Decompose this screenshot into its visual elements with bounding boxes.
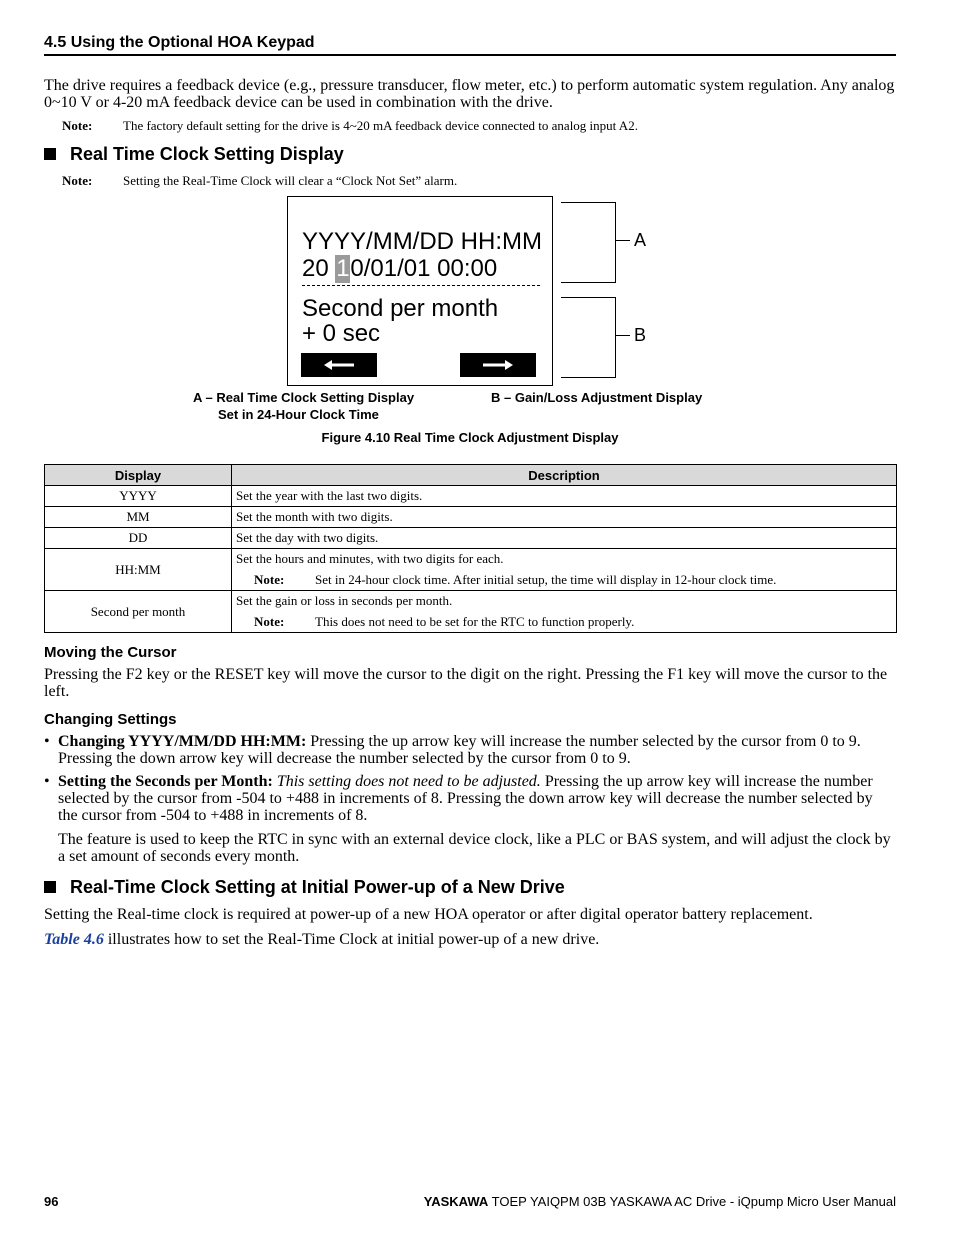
table-cell-display: YYYY bbox=[45, 486, 232, 507]
table-header-description: Description bbox=[232, 465, 897, 486]
section2-paragraph: Setting the Real-time clock is required at power-up of a new HOA operator or after digital operator battery replacement. bbox=[44, 906, 813, 923]
lcd-date-line bbox=[302, 255, 497, 283]
table-cell-description-text: Set the hours and minutes, with two digits for each. bbox=[236, 551, 504, 566]
table-header-row bbox=[45, 465, 897, 486]
lcd-date-suffix: 0/01/01 00:00 bbox=[350, 255, 498, 282]
lcd-format-line: YYYY/MM/DD HH:MM bbox=[302, 228, 542, 255]
figure-caption: Figure 4.10 Real Time Clock Adjustment Display bbox=[321, 430, 619, 445]
lcd-divider bbox=[302, 285, 540, 286]
table-cell-description bbox=[232, 591, 897, 633]
bullet-bold: Setting the Seconds per Month: bbox=[58, 773, 273, 790]
changing-settings-heading: Changing Settings bbox=[44, 711, 177, 728]
page-number: 96 bbox=[44, 1194, 59, 1209]
footer-document bbox=[424, 1194, 896, 1209]
table-cell-display: Second per month bbox=[45, 591, 232, 633]
table-cell-description: Set the day with two digits. bbox=[232, 528, 897, 549]
rtc-display-table bbox=[44, 464, 897, 633]
table-cell-description-text: Set the gain or loss in seconds per month. bbox=[236, 593, 453, 608]
bullet-text bbox=[58, 733, 896, 767]
bullet-body: Pressing the up arrow key will increase the number selected by the cursor from -504 to +488 in increments of 8. Pressing the down arrow key will decrease the number selected by the cursor from -504 to +488 in increments of 8. bbox=[58, 773, 873, 824]
table-row bbox=[45, 507, 897, 528]
arrow-right-icon bbox=[483, 360, 513, 370]
note-text: This does not need to be set for the RTC to function properly. bbox=[315, 614, 635, 629]
table-cell-note bbox=[236, 570, 892, 590]
footer-brand: YASKAWA bbox=[423, 1194, 489, 1209]
caption-a-line1: A – Real Time Clock Setting Display bbox=[193, 390, 415, 405]
lcd-cursor: 1 bbox=[336, 255, 350, 282]
section-heading-text: Real-Time Clock Setting at Initial Power-up of a New Drive bbox=[70, 877, 565, 897]
table-row bbox=[45, 591, 897, 633]
section1-note bbox=[62, 173, 892, 189]
table-header-display: Display bbox=[45, 465, 232, 486]
callout-line-b bbox=[615, 335, 630, 336]
bullet-body: Pressing the up arrow key will increase the number selected by the cursor from 0 to 9. Pressing the down arrow key will decrease the number selected by the cursor from 0 to 9. bbox=[58, 733, 861, 767]
callout-label-a: A bbox=[634, 230, 647, 250]
note-text: The factory default setting for the drive is 4~20 mA feedback device connected to analog input A2. bbox=[123, 118, 638, 133]
moving-cursor-heading: Moving the Cursor bbox=[44, 644, 177, 661]
callout-label-b: B bbox=[634, 325, 647, 345]
section-header: 4.5 Using the Optional HOA Keypad bbox=[44, 34, 315, 51]
header-rule bbox=[44, 54, 896, 56]
table-row bbox=[45, 549, 897, 591]
lcd-date-prefix: 20 bbox=[302, 255, 336, 282]
moving-cursor-text: Pressing the F2 key or the RESET key will move the cursor to the digit on the right. Pressing the F1 key will move the cursor to the left. bbox=[44, 666, 888, 700]
note-label: Note: bbox=[62, 118, 93, 133]
table-cell-display: MM bbox=[45, 507, 232, 528]
square-bullet-icon bbox=[44, 881, 56, 893]
note-label: Note: bbox=[62, 173, 93, 188]
table-cell-description bbox=[232, 549, 897, 591]
section2-link-paragraph bbox=[44, 931, 896, 948]
feature-paragraph: The feature is used to keep the RTC in sync with an external device clock, like a PLC or BAS system, and will adjust the clock by a set amount of seconds every month. bbox=[58, 831, 891, 865]
callout-bracket-a bbox=[561, 202, 616, 283]
table-cell-description: Set the year with the last two digits. bbox=[232, 486, 897, 507]
link-tail-text: illustrates how to set the Real-Time Clock at initial power-up of a new drive. bbox=[103, 931, 600, 948]
callout-bracket-b bbox=[561, 297, 616, 378]
table-4-6-link[interactable]: Table 4.6 bbox=[44, 931, 104, 948]
intro-note bbox=[62, 118, 892, 134]
bullet-dot: • bbox=[44, 733, 50, 750]
bullet-seconds-per-month bbox=[44, 773, 896, 825]
table-cell-display: HH:MM bbox=[45, 549, 232, 591]
caption-a-line2: Set in 24-Hour Clock Time bbox=[218, 407, 379, 422]
table-cell-description: Set the month with two digits. bbox=[232, 507, 897, 528]
note-text: Set in 24-hour clock time. After initial setup, the time will display in 12-hour clock time. bbox=[315, 572, 777, 587]
bullet-text bbox=[58, 773, 896, 824]
arrow-left-icon bbox=[324, 360, 354, 370]
lcd-gain-value: + 0 sec bbox=[302, 320, 381, 347]
section-heading-initial-powerup bbox=[44, 877, 565, 898]
table-cell-display: DD bbox=[45, 528, 232, 549]
callout-line-a bbox=[615, 240, 630, 241]
f1-left-key[interactable] bbox=[301, 353, 377, 377]
table-row bbox=[45, 486, 897, 507]
table-cell-note bbox=[236, 612, 892, 632]
bullet-dot: • bbox=[44, 773, 50, 790]
bullet-italic: This setting does not need to be adjusted. bbox=[272, 773, 541, 790]
lcd-display bbox=[287, 196, 553, 386]
square-bullet-icon bbox=[44, 148, 56, 160]
footer-doc-title: TOEP YAIQPM 03B YASKAWA AC Drive - iQpump Micro User Manual bbox=[488, 1194, 896, 1209]
intro-paragraph: The drive requires a feedback device (e.g., pressure transducer, flow meter, etc.) to perform automatic system regulation. Any analog 0~10 V or 4-20 mA feedback device can be used in combination with the drive. bbox=[44, 77, 895, 111]
section-heading-text: Real Time Clock Setting Display bbox=[70, 144, 344, 164]
caption-b: B – Gain/Loss Adjustment Display bbox=[491, 390, 703, 405]
bullet-changing-date bbox=[44, 733, 896, 769]
f2-right-key[interactable] bbox=[460, 353, 536, 377]
bullet-bold: Changing YYYY/MM/DD HH:MM: bbox=[58, 733, 307, 750]
lcd-gain-label: Second per month bbox=[302, 295, 499, 322]
table-row bbox=[45, 528, 897, 549]
note-text: Setting the Real-Time Clock will clear a “Clock Not Set” alarm. bbox=[123, 173, 458, 188]
section-heading-rtc-display bbox=[44, 144, 344, 165]
note-label: Note: bbox=[254, 572, 285, 587]
note-label: Note: bbox=[254, 614, 285, 629]
